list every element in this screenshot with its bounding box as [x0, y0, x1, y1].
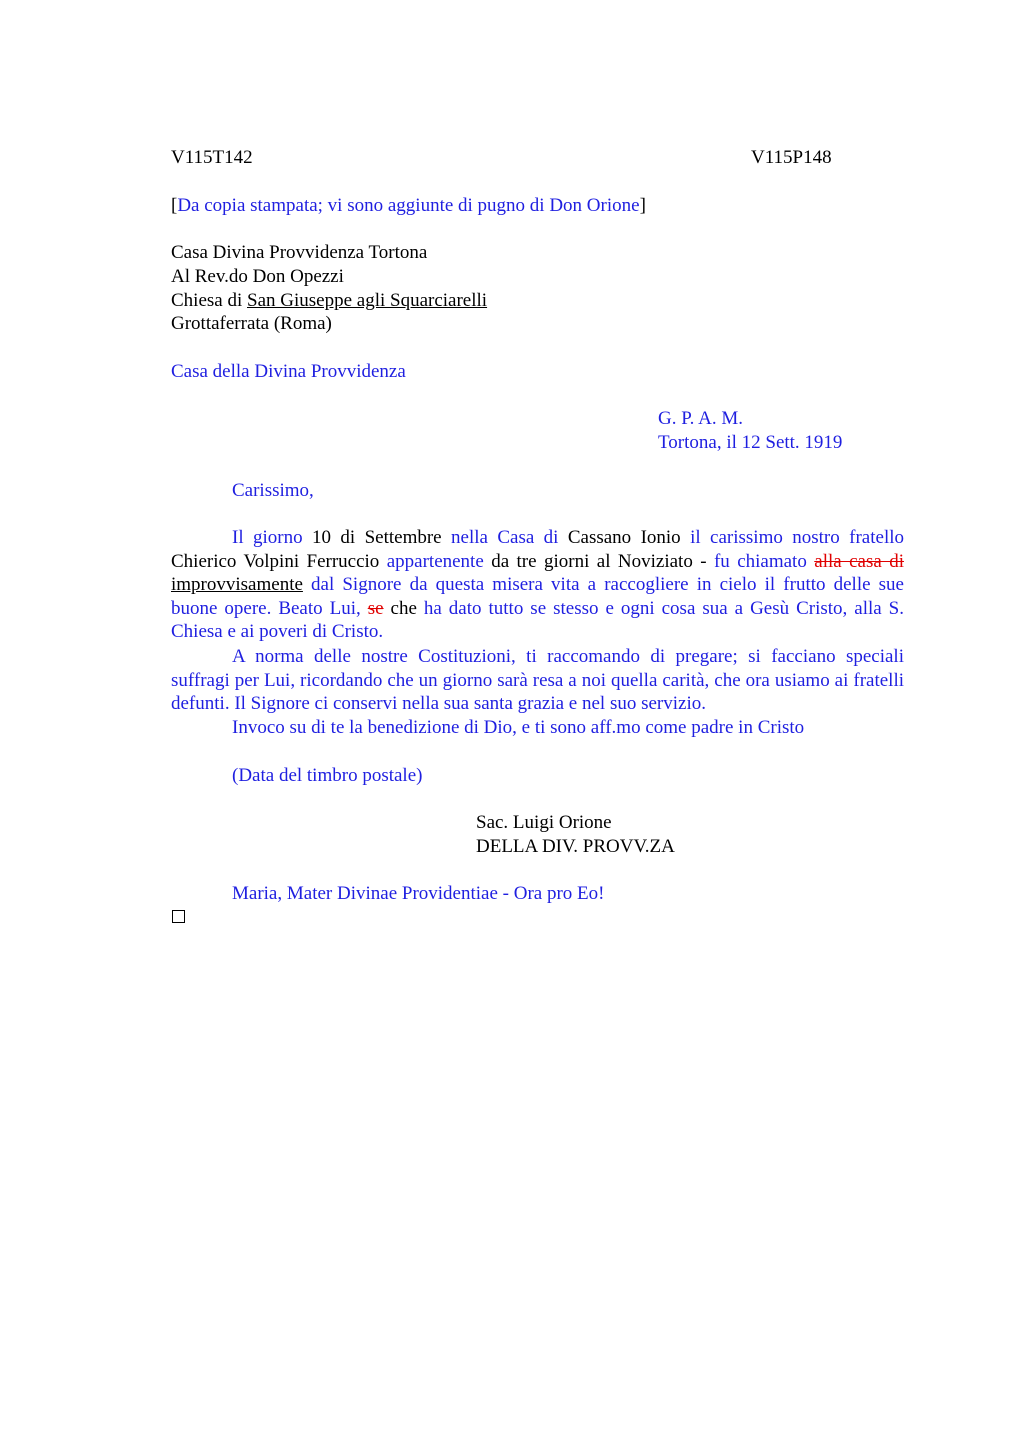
signature-name: Sac. Luigi Orione	[476, 812, 612, 833]
address-line-2: Al Rev.do Don Opezzi	[171, 266, 344, 287]
body-paragraph-1	[171, 526, 904, 644]
address-line-4: Grottaferrata (Roma)	[171, 313, 332, 334]
address-church-prefix: Chiesa di	[171, 290, 247, 311]
p1-struck-text-2: se	[367, 597, 384, 619]
motto: G. P. A. M.	[658, 408, 743, 429]
p2-text: A norma delle nostre Costituzioni, ti raccomando di pregare; si facciano speciali suffragi per Lui, ricordando che un giorno sarà resa a noi quella carità, che ora usiamo ai fratelli defunti. Il Signore ci conservi nella sua santa grazia e nel suo servizio.	[171, 646, 904, 715]
p1-s12: dal Signore da questa misera vita a raccogliere in cielo il frutto delle sue buone opere. Beato Lui,	[171, 574, 904, 619]
address-line-3	[171, 289, 487, 313]
p1-s8: da tre giorni al Noviziato -	[483, 550, 714, 572]
p1-s15: ha dato tutto se stesso e ogni cosa sua a Gesù Cristo, alla S. Chiesa e ai poveri di Cristo.	[171, 597, 904, 643]
date-line: Tortona, il 12 Sett. 1919	[658, 432, 843, 453]
closing-prayer: Maria, Mater Divinae Providentiae - Ora pro Eo!	[232, 883, 605, 904]
address-church-name: San Giuseppe agli Squarciarelli	[247, 290, 488, 311]
p1-s7: appartenente	[386, 550, 484, 572]
p1-s4: Cassano Ionio	[558, 527, 691, 548]
p1-struck-text-1: alla casa di	[814, 550, 904, 572]
postmark-note: (Data del timbro postale)	[232, 765, 423, 786]
note-close-bracket: ]	[639, 195, 646, 216]
letterhead: Casa della Divina Provvidenza	[171, 361, 406, 382]
source-note	[171, 194, 646, 218]
p1-s9: fu chiamato	[713, 550, 815, 572]
p1-s3: nella Casa di	[451, 527, 559, 548]
p1-s6: Chierico Volpini Ferruccio	[171, 550, 387, 572]
left-code: V115T142	[171, 147, 253, 168]
body-paragraph-3: Invoco su di te la benedizione di Dio, e ti sono aff.mo come padre in Cristo	[232, 717, 805, 738]
note-open-bracket: [	[171, 195, 178, 216]
checkbox-square-icon	[172, 910, 185, 923]
right-code: V115P148	[751, 147, 832, 168]
p1-s2: 10 di Settembre	[302, 527, 452, 548]
note-text: Da copia stampata; vi sono aggiunte di pugno di Don Orione	[177, 195, 640, 216]
p1-s1: Il giorno	[232, 527, 303, 548]
p1-s14: che	[383, 597, 424, 619]
p1-s5: il carissimo nostro fratello	[690, 527, 905, 548]
body-paragraph-2	[171, 645, 904, 716]
salutation: Carissimo,	[232, 480, 314, 501]
address-line-1: Casa Divina Provvidenza Tortona	[171, 242, 428, 263]
signature-title: DELLA DIV. PROVV.ZA	[476, 836, 675, 857]
p1-underlined-word: improvvisamente	[171, 574, 303, 596]
